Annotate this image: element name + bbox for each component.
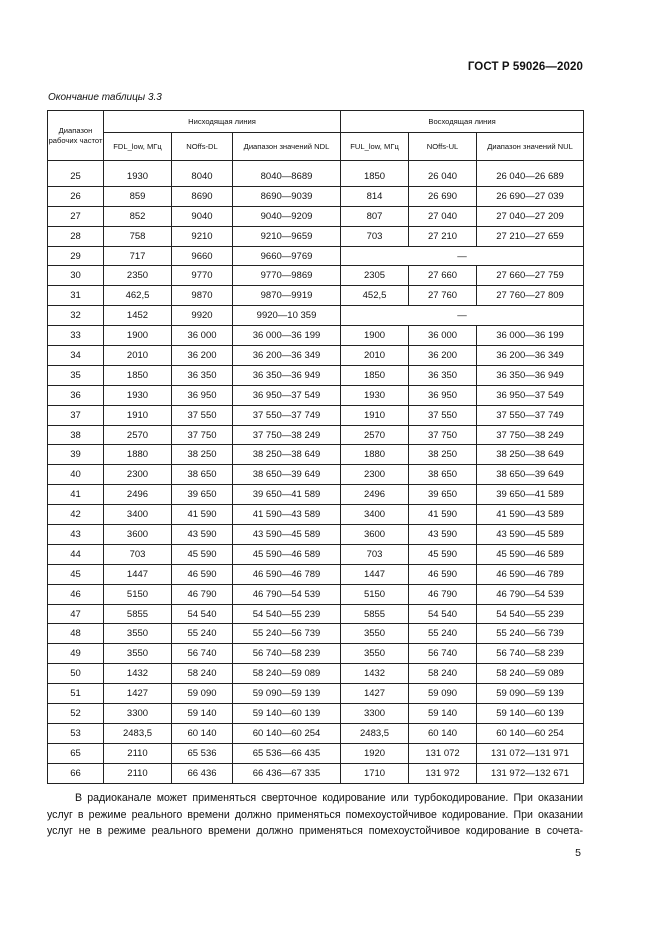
table-cell: 3550	[104, 624, 172, 644]
table-cell: 43 590—45 589	[477, 525, 584, 545]
table-cell: 462,5	[104, 286, 172, 306]
table-cell: 2010	[104, 346, 172, 366]
table-cell: 3550	[341, 644, 409, 664]
table-cell: 2570	[104, 425, 172, 445]
table-cell: 59 090—59 139	[233, 684, 341, 704]
table-row	[48, 266, 584, 286]
table-cell: 3600	[341, 525, 409, 545]
table-cell: 27	[48, 206, 104, 226]
table-cell: 58 240—59 089	[477, 664, 584, 684]
table-cell: 3300	[104, 704, 172, 724]
table-cell: 56 740	[409, 644, 477, 664]
table-cell: 41 590—43 589	[477, 505, 584, 525]
table-row	[48, 365, 584, 385]
table-cell: 41 590	[409, 505, 477, 525]
table-cell: 36 200	[409, 346, 477, 366]
table-cell: 59 090	[409, 684, 477, 704]
table-cell: 26 690	[409, 186, 477, 206]
table-cell: 1432	[104, 664, 172, 684]
table-cell: 36 350—36 949	[233, 365, 341, 385]
table-cell: 1710	[341, 763, 409, 783]
table-cell: 46 790	[172, 584, 233, 604]
table-cell: 9660	[172, 246, 233, 266]
table-row	[48, 326, 584, 346]
table-cell: 54 540—55 239	[233, 604, 341, 624]
table-cell: 9210—9659	[233, 226, 341, 246]
table-cell: 38 250—38 649	[477, 445, 584, 465]
table-cell: 38 650—39 649	[477, 465, 584, 485]
table-cell: 65 536	[172, 743, 233, 763]
table-cell: 43 590	[409, 525, 477, 545]
table-cell: 37 750	[409, 425, 477, 445]
table-cell: 9040	[172, 206, 233, 226]
table-row	[48, 763, 584, 783]
table-cell: 44	[48, 544, 104, 564]
table-row	[48, 584, 584, 604]
table-cell: 2110	[104, 763, 172, 783]
table-cell: 60 140—60 254	[477, 723, 584, 743]
table-cell: 45 590	[172, 544, 233, 564]
table-row	[48, 226, 584, 246]
table-cell: 8040—8689	[233, 167, 341, 186]
table-cell: 43	[48, 525, 104, 545]
table-cell: 50	[48, 664, 104, 684]
table-cell: 31	[48, 286, 104, 306]
table-cell: 47	[48, 604, 104, 624]
table-row	[48, 306, 584, 326]
table-cell: 36 350	[172, 365, 233, 385]
header-nul-range: Диапазон значений NUL	[477, 133, 584, 161]
table-cell: 1900	[341, 326, 409, 346]
table-cell: 36 950	[409, 385, 477, 405]
table-cell: 1850	[104, 365, 172, 385]
table-cell: 59 140	[172, 704, 233, 724]
paragraph-line: услуг не в режиме реального времени должно применяться помехоустойчивое кодирование в сочета-	[47, 825, 583, 837]
table-row	[48, 405, 584, 425]
table-cell: 27 660	[409, 266, 477, 286]
table-row	[48, 664, 584, 684]
table-cell: 1880	[104, 445, 172, 465]
table-cell: 41 590	[172, 505, 233, 525]
table-cell: 59 140	[409, 704, 477, 724]
table-cell: 55 240	[172, 624, 233, 644]
table-cell: 27 210—27 659	[477, 226, 584, 246]
table-cell: 40	[48, 465, 104, 485]
table-cell: 2496	[341, 485, 409, 505]
table-cell: 26 040	[409, 167, 477, 186]
table-cell: 2483,5	[341, 723, 409, 743]
table-cell: 58 240—59 089	[233, 664, 341, 684]
table-cell: 2570	[341, 425, 409, 445]
table-cell: —	[341, 246, 584, 266]
table-cell: 9770—9869	[233, 266, 341, 286]
header-downlink: Нисходящая линия	[104, 111, 341, 133]
table-cell: 852	[104, 206, 172, 226]
header-ful-low: FUL_low, МГц	[341, 133, 409, 161]
table-cell: 53	[48, 723, 104, 743]
table-row	[48, 505, 584, 525]
table-cell: 5150	[104, 584, 172, 604]
table-cell: 2483,5	[104, 723, 172, 743]
header-ndl-range: Диапазон значений NDL	[233, 133, 341, 161]
table-cell: 36 200—36 349	[233, 346, 341, 366]
table-cell: 37 750—38 249	[477, 425, 584, 445]
table-row	[48, 723, 584, 743]
table-cell: 38 250	[409, 445, 477, 465]
table-cell: 36 000—36 199	[233, 326, 341, 346]
table-cell: 1447	[104, 564, 172, 584]
table-row	[48, 564, 584, 584]
table-row	[48, 465, 584, 485]
table-cell: 59 140—60 139	[233, 704, 341, 724]
frequency-table	[47, 110, 584, 784]
paragraph-line: услуг в режиме реального времени должно применяться помехоустойчивое кодирование. При оказании	[47, 808, 583, 821]
table-cell: 46 590	[409, 564, 477, 584]
table-cell: 27 760—27 809	[477, 286, 584, 306]
table-cell: 60 140—60 254	[233, 723, 341, 743]
table-cell: 1880	[341, 445, 409, 465]
table-cell: 58 240	[409, 664, 477, 684]
table-cell: 39 650	[172, 485, 233, 505]
table-cell: 38 650—39 649	[233, 465, 341, 485]
table-cell: 45	[48, 564, 104, 584]
table-body	[48, 161, 584, 784]
table-cell: 9660—9769	[233, 246, 341, 266]
table-cell: 36 950	[172, 385, 233, 405]
table-cell: 38 250—38 649	[233, 445, 341, 465]
table-cell: 36	[48, 385, 104, 405]
header-range: Диапазон рабочих частот	[48, 111, 104, 161]
table-cell: 1850	[341, 365, 409, 385]
table-cell: 3400	[104, 505, 172, 525]
table-row	[48, 704, 584, 724]
table-cell: 131 972—132 671	[477, 763, 584, 783]
table-cell: 37 750	[172, 425, 233, 445]
table-cell: 1432	[341, 664, 409, 684]
table-cell: 5855	[104, 604, 172, 624]
paragraph-line: В радиоканале может применяться сверточное кодирование или турбокодирование. При оказании	[75, 792, 583, 804]
table-row	[48, 604, 584, 624]
table-cell: 1850	[341, 167, 409, 186]
standard-header: ГОСТ Р 59026—2020	[467, 61, 583, 73]
table-cell: 36 200—36 349	[477, 346, 584, 366]
table-cell: 46 590—46 789	[477, 564, 584, 584]
table-cell: 1427	[104, 684, 172, 704]
table-cell: 37 550	[409, 405, 477, 425]
table-cell: 9210	[172, 226, 233, 246]
table-cell: 5150	[341, 584, 409, 604]
table-cell: 41	[48, 485, 104, 505]
table-cell: 45 590—46 589	[233, 544, 341, 564]
table-cell: 45 590—46 589	[477, 544, 584, 564]
header-noffs-ul: NOffs-UL	[409, 133, 477, 161]
table-cell: 131 072—131 971	[477, 743, 584, 763]
table-cell: 59 090	[172, 684, 233, 704]
table-cell: 60 140	[172, 723, 233, 743]
table-cell: 30	[48, 266, 104, 286]
table-cell: 1920	[341, 743, 409, 763]
table-cell: 3400	[341, 505, 409, 525]
table-row	[48, 644, 584, 664]
table-cell: 9870	[172, 286, 233, 306]
table-cell: 36 350—36 949	[477, 365, 584, 385]
table-cell: 2305	[341, 266, 409, 286]
body-paragraph	[47, 790, 583, 840]
table-cell: 39 650	[409, 485, 477, 505]
table-cell: 26 690—27 039	[477, 186, 584, 206]
table-cell: 42	[48, 505, 104, 525]
table-cell: 2110	[104, 743, 172, 763]
table-cell: 38	[48, 425, 104, 445]
table-cell: 452,5	[341, 286, 409, 306]
table-cell: 46 590—46 789	[233, 564, 341, 584]
table-cell: 1452	[104, 306, 172, 326]
header-noffs-dl: NOffs-DL	[172, 133, 233, 161]
table-caption: Окончание таблицы 3.3	[48, 92, 162, 103]
table-cell: 8690—9039	[233, 186, 341, 206]
table-cell: 36 950—37 549	[477, 385, 584, 405]
table-cell: 36 350	[409, 365, 477, 385]
table-cell: 45 590	[409, 544, 477, 564]
table-cell: 65	[48, 743, 104, 763]
table-cell: 55 240	[409, 624, 477, 644]
table-cell: 814	[341, 186, 409, 206]
table-cell: 66 436—67 335	[233, 763, 341, 783]
header-uplink: Восходящая линия	[341, 111, 584, 133]
table-cell: 55 240—56 739	[477, 624, 584, 644]
table-cell: 1930	[104, 167, 172, 186]
table-row	[48, 206, 584, 226]
table-cell: 54 540	[409, 604, 477, 624]
table-cell: 28	[48, 226, 104, 246]
table-cell: 25	[48, 167, 104, 186]
table-cell: 27 040	[409, 206, 477, 226]
table-cell: 59 090—59 139	[477, 684, 584, 704]
table-cell: 9920—10 359	[233, 306, 341, 326]
table-cell: 3550	[104, 644, 172, 664]
table-cell: 1900	[104, 326, 172, 346]
table-cell: 3300	[341, 704, 409, 724]
table-cell: 9040—9209	[233, 206, 341, 226]
table-cell: 58 240	[172, 664, 233, 684]
table-cell: 703	[341, 544, 409, 564]
table-cell: 66 436	[172, 763, 233, 783]
table-cell: 35	[48, 365, 104, 385]
table-cell: 26 040—26 689	[477, 167, 584, 186]
table-cell: 1910	[104, 405, 172, 425]
table-cell: 703	[341, 226, 409, 246]
table-cell: —	[341, 306, 584, 326]
table-cell: 46	[48, 584, 104, 604]
table-row	[48, 445, 584, 465]
table-row	[48, 485, 584, 505]
table-cell: 37 550—37 749	[477, 405, 584, 425]
table-cell: 36 000	[409, 326, 477, 346]
table-cell: 26	[48, 186, 104, 206]
table-cell: 2300	[341, 465, 409, 485]
table-cell: 38 650	[172, 465, 233, 485]
table-cell: 1910	[341, 405, 409, 425]
table-cell: 1930	[341, 385, 409, 405]
table-cell: 27 760	[409, 286, 477, 306]
table-cell: 8040	[172, 167, 233, 186]
table-cell: 36 000—36 199	[477, 326, 584, 346]
table-row	[48, 286, 584, 306]
table-cell: 1930	[104, 385, 172, 405]
table-cell: 49	[48, 644, 104, 664]
table-cell: 8690	[172, 186, 233, 206]
table-cell: 56 740	[172, 644, 233, 664]
table-cell: 41 590—43 589	[233, 505, 341, 525]
table-cell: 37 750—38 249	[233, 425, 341, 445]
table-row	[48, 624, 584, 644]
table-row	[48, 186, 584, 206]
table-cell: 131 072	[409, 743, 477, 763]
table-row	[48, 544, 584, 564]
table-cell: 1427	[341, 684, 409, 704]
table-row	[48, 346, 584, 366]
table-cell: 54 540	[172, 604, 233, 624]
table-cell: 55 240—56 739	[233, 624, 341, 644]
table-cell: 54 540—55 239	[477, 604, 584, 624]
table-cell: 36 000	[172, 326, 233, 346]
table-cell: 27 660—27 759	[477, 266, 584, 286]
table-cell: 36 200	[172, 346, 233, 366]
table-cell: 3550	[341, 624, 409, 644]
table-cell: 34	[48, 346, 104, 366]
table-cell: 39 650—41 589	[477, 485, 584, 505]
table-cell: 9870—9919	[233, 286, 341, 306]
table-cell: 36 950—37 549	[233, 385, 341, 405]
table-cell: 29	[48, 246, 104, 266]
table-cell: 59 140—60 139	[477, 704, 584, 724]
table-cell: 39	[48, 445, 104, 465]
table-cell: 43 590	[172, 525, 233, 545]
table-row	[48, 743, 584, 763]
table-cell: 56 740—58 239	[233, 644, 341, 664]
table-cell: 52	[48, 704, 104, 724]
table-cell: 66	[48, 763, 104, 783]
table-row	[48, 525, 584, 545]
table-cell: 65 536—66 435	[233, 743, 341, 763]
table-cell: 32	[48, 306, 104, 326]
table-cell: 46 590	[172, 564, 233, 584]
table-cell: 758	[104, 226, 172, 246]
table-cell: 56 740—58 239	[477, 644, 584, 664]
table-cell: 48	[48, 624, 104, 644]
table-cell: 5855	[341, 604, 409, 624]
table-cell: 27 210	[409, 226, 477, 246]
table-row	[48, 246, 584, 266]
page-number: 5	[575, 847, 581, 859]
table-cell: 38 650	[409, 465, 477, 485]
table-cell: 33	[48, 326, 104, 346]
table-cell: 60 140	[409, 723, 477, 743]
table-cell: 46 790—54 539	[233, 584, 341, 604]
table-cell: 717	[104, 246, 172, 266]
table-cell: 2010	[341, 346, 409, 366]
table-cell: 703	[104, 544, 172, 564]
table-cell: 27 040—27 209	[477, 206, 584, 226]
table-cell: 37	[48, 405, 104, 425]
table-cell: 51	[48, 684, 104, 704]
table-row	[48, 385, 584, 405]
table-cell: 3600	[104, 525, 172, 545]
table-cell: 37 550—37 749	[233, 405, 341, 425]
table-cell: 37 550	[172, 405, 233, 425]
table-cell: 43 590—45 589	[233, 525, 341, 545]
table-row	[48, 167, 584, 186]
table-cell: 2350	[104, 266, 172, 286]
table-cell: 1447	[341, 564, 409, 584]
table-cell: 2300	[104, 465, 172, 485]
header-fdl-low: FDL_low, МГц	[104, 133, 172, 161]
table-cell: 39 650—41 589	[233, 485, 341, 505]
table-row	[48, 684, 584, 704]
table-cell: 9920	[172, 306, 233, 326]
table-cell: 131 972	[409, 763, 477, 783]
table-cell: 9770	[172, 266, 233, 286]
table-cell: 46 790	[409, 584, 477, 604]
table-cell: 859	[104, 186, 172, 206]
table-cell: 807	[341, 206, 409, 226]
table-row	[48, 425, 584, 445]
table-cell: 46 790—54 539	[477, 584, 584, 604]
table-cell: 38 250	[172, 445, 233, 465]
table-cell: 2496	[104, 485, 172, 505]
